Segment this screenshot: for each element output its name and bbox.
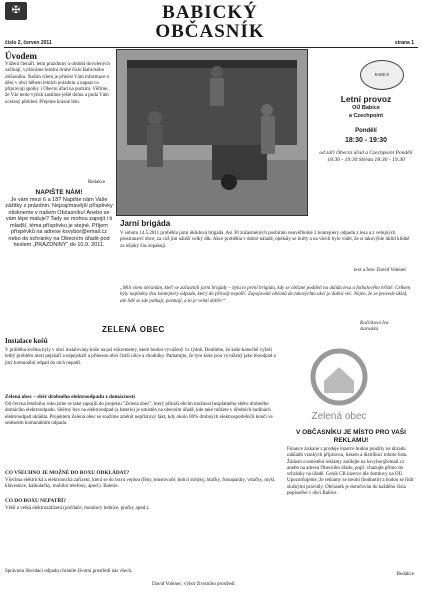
- zelena-obec-heading: ZELENÁ OBEC: [102, 325, 165, 334]
- logo-text: Zelená obec: [311, 411, 367, 422]
- person-right-body: [261, 116, 275, 154]
- municipal-logo-icon: ✠: [5, 2, 27, 20]
- brigade-photo-illustration: [117, 50, 307, 215]
- person-top-head: [211, 66, 223, 78]
- zelena-obec-logo: [294, 345, 384, 425]
- box-allowed-heading: CO VŠECHNO JE MOŽNÉ DO BOXU ODKLÁDAT?: [5, 470, 130, 476]
- person-left-body: [147, 125, 163, 167]
- masthead-line1: BABICKÝ: [162, 2, 258, 23]
- uvod-signature: Redakce: [88, 180, 106, 185]
- person-left-head: [148, 111, 162, 125]
- house-icon: [294, 345, 384, 425]
- sign-role: starostka: [360, 327, 379, 332]
- brigade-credit: text a foto: David Volenec: [354, 268, 407, 273]
- masthead-line2: OBČASNÍK: [155, 21, 265, 42]
- collection-text: Od června letošního roku jsme se také zapojili do projektu "Zelená obec", který přináší obcím možnost bezplatného sběru drobného domácího elektroodpadu. Sběrný box na elektroodpad (a baterie) je umístěn na obecním úřadě, kde také můžete v úředních hodinách elektroodpad ukládat. Projektem Zelená obec se snažíme změnit nepříznivý fakt, kdy okolo 80% drobných elektrospotřebičů končí ve směsném komunálním odpadu.: [5, 402, 273, 426]
- cart-wheel: [221, 174, 237, 190]
- schedule-title-3: a Czechpoint: [348, 113, 384, 119]
- trailer-cart: [212, 145, 267, 180]
- schedule-title-1: Letní provoz: [340, 94, 392, 104]
- masthead-rule: [4, 47, 418, 48]
- babice-badge: BABICE: [360, 60, 404, 90]
- ad-title: V OBČASNÍKU JE MÍSTO PRO VAŠI REKLAMU!: [296, 429, 406, 444]
- masthead-title: [120, 3, 300, 41]
- logo-house: [324, 367, 354, 393]
- box-forbidden-text: Větší a velká elektrozařízení (počítače, monitory lednice, pračky apod.).: [5, 506, 150, 511]
- callout-text: Je vám mezi 6 a 18? Napište nám Vaše zážitky z prázdnin. Nejzajímavější příspěvky otiskneme v našem Občasníku! Anebo se vám lépe maluje? Tady se mohou zapojit i ti mladší, téma příspěvku je stejné. Příjem příspěvků na adrese ksvybor@email.cz nebo do schránky na Obecním úřadě pod heslem „PRÁZDNINY“ do 10.9. 2011.: [5, 196, 113, 248]
- container-rim: [127, 60, 297, 68]
- collection-heading: Zelená obec – sběr drobného elektroodpadu z domácností: [5, 394, 135, 400]
- kids-callout: [5, 190, 113, 249]
- schedule-time: 18:30 - 19:30: [344, 137, 388, 144]
- bins-heading: Instalace košů: [5, 337, 48, 345]
- box-forbidden-heading: CO DO BOXU NEPATŘÍ?: [5, 498, 66, 504]
- issue-label: číslo 2, červen 2011: [5, 40, 52, 46]
- page-number: strana 1: [394, 40, 414, 46]
- closing-signature: David Volenec, výbor životního prostředí: [152, 582, 235, 587]
- schedule-title-2: OÚ Babice: [352, 105, 380, 111]
- brigade-heading: Jarní brigáda: [120, 219, 171, 228]
- brigade-quote: „Milí všem občanům, kteří se zúčastnili jarní brigády – byla to první brigáda, kdy se občané podíleli na úklidu lesa a fotbalového hřiště. Celkem byly naplněny dva kontejnery odpadu, který do přírody nepatří. Zapojování občanů do takovýchto akcí je dobrá věc. Nejen, že se provede úklid, ale lidé se zde potkají, pozmají, a to je velmi dobře.“: [120, 286, 410, 304]
- ad-signature: Redakce: [396, 572, 414, 577]
- ad-text: Finance získané z prodeje inzerce budou použity na úhradu nákladů vznikých přípravou, tiskem a distribucí tohoto listu. Žádosti o umístění reklamy zasílejte na ksvybor@email.cz anebo na adresu Obecního úřadu, popř. vhazujte přímo do schránky na úřadě. Ceník CB inzerce dle domluvy na OÚ. Upozorňujeme, že reklamy se nesmí (hodnotit) a budou se řídit slušnými pravidly. Občasník je doručován do každého čísla popisného v obci Babice.: [287, 447, 414, 497]
- brigade-text: V sobotu 14.5.2011 proběhla jarní úklidová brigáda. Asi 30 zúčastněných posbíralo neuvěřitelné 2 kontejnery odpadu z lesa a z veřejných prostranství obce, za což jim náleží velký dík. Akce proběhla v dobré náladě, opékaly se buřty a na všech bylo vidět, že si takovýhle úklid klidně za nějaký čas zopakují.: [120, 231, 410, 249]
- uvod-heading: Úvodem: [5, 51, 37, 61]
- ad-box: [287, 429, 415, 497]
- uvod-text: Vážení čtenáři, letní prázdniny a období dovolených začínají, vydáváme letošní druhé číslo Babického občasníku. Našim cílem je přinést Vám informace o dění v obci během letních prázdnin a napsat co připravují spolky i Obecní úřad na podzim. Věříme, že Vás tento výtisk zastihne ještě doma a poda Vám ucelený přehled. Přejeme krásné léto.: [5, 62, 110, 105]
- schedule-note: od září Obecní úřad a Czechpoint Pondělí 18:30 - 19:30 Středa 18:30 - 19:30: [319, 150, 413, 163]
- bins-text: V průběhu května byly v obci instalovány koše na psí exkrementy, které budou vyvážený 1x týdně. Doufáme, že koše konečně vyřeší letitý problém mezi pejskaři a nepejskaři a přinesou obci čistší ulice a chodníky. Pamatujte, že tyto koše jsou vyvážený jako bioodpad a jiný komunální odpad do nich nepatří.: [5, 348, 276, 366]
- sign-name: Kačírková Iva: [360, 321, 389, 326]
- brigade-signature: [360, 321, 388, 333]
- callout-title: NAPIŠTE NÁM!: [35, 189, 83, 196]
- office-schedule: [316, 95, 416, 164]
- schedule-day: Pondělí: [355, 128, 377, 134]
- person-top-body: [210, 78, 224, 106]
- closing-text: Správnou likvidací odpadu chráníte životní prostředí nás všech.: [5, 569, 133, 574]
- box-allowed-text: Všechna elektrická a elektronická zařízení, která se do boxu vejdou (fény, toustovače, holicí strojky, hračky, fotoaparáty, vrtačky, myši, klávesnice, kalkulačky, mobilní telefony, apod.). Baterie.: [5, 478, 276, 490]
- brigade-photo: [116, 49, 308, 216]
- person-right-head: [261, 104, 273, 116]
